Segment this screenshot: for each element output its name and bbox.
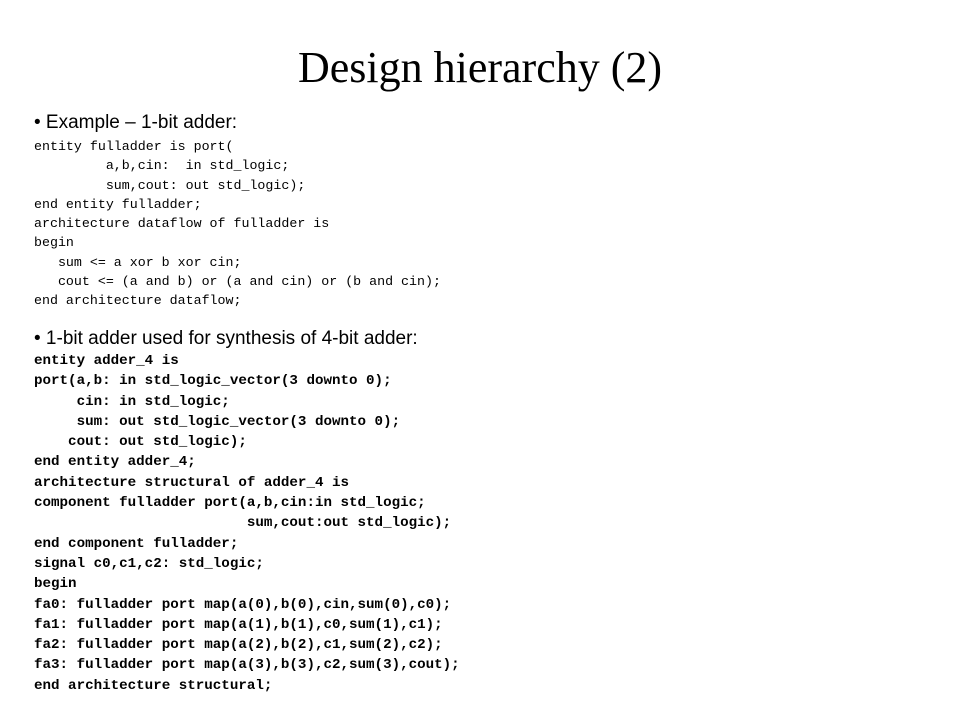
code-line: a,b,cin: in std_logic; (34, 158, 290, 174)
code-line: begin (34, 235, 74, 251)
code-line: sum: out std_logic_vector(3 downto 0); (34, 413, 401, 430)
code-line: end component fulladder; (34, 535, 239, 552)
code-line: entity adder_4 is (34, 353, 179, 369)
code-line: architecture structural of adder_4 is (34, 474, 350, 491)
code-line: end architecture structural; (34, 677, 273, 694)
code-line: signal c0,c1,c2: std_logic; (34, 555, 264, 572)
code-line: port(a,b: in std_logic_vector(3 downto 0); (34, 373, 392, 390)
bullet-4bit-adder-synthesis: • 1-bit adder used for synthesis of 4-bit adder: (34, 328, 418, 349)
code-line: sum,cout:out std_logic); (34, 515, 452, 532)
code-line: end entity adder_4; (34, 454, 196, 471)
code-block-fulladder (34, 137, 441, 310)
code-line: entity fulladder is port( (34, 139, 234, 154)
code-line: fa0: fulladder port map(a(0),b(0),cin,sum(0),c0); (34, 596, 452, 613)
code-line: cin: in std_logic; (34, 393, 230, 410)
code-line: cout: out std_logic); (34, 434, 247, 451)
code-line: fa1: fulladder port map(a(1),b(1),c0,sum(1),c1); (34, 616, 443, 633)
code-line: sum,cout: out std_logic); (34, 177, 306, 193)
code-line: component fulladder port(a,b,cin:in std_logic; (34, 495, 426, 512)
code-line: end architecture dataflow; (34, 293, 242, 308)
code-line: fa2: fulladder port map(a(2),b(2),c1,sum(2),c2); (34, 637, 443, 654)
bullet-example-1bit-adder: • Example – 1-bit adder: (34, 112, 238, 133)
slide-title: Design hierarchy (2) (297, 43, 663, 92)
code-line: architecture dataflow of fulladder is (34, 216, 330, 231)
code-line: fa3: fulladder port map(a(3),b(3),c2,sum(3),cout); (34, 657, 460, 674)
code-line: sum <= a xor b xor cin; (34, 254, 242, 270)
code-line: end entity fulladder; (34, 196, 202, 212)
code-block-adder4 (34, 351, 460, 696)
code-line: begin (34, 576, 77, 593)
code-line: cout <= (a and b) or (a and cin) or (b and cin); (34, 273, 441, 289)
